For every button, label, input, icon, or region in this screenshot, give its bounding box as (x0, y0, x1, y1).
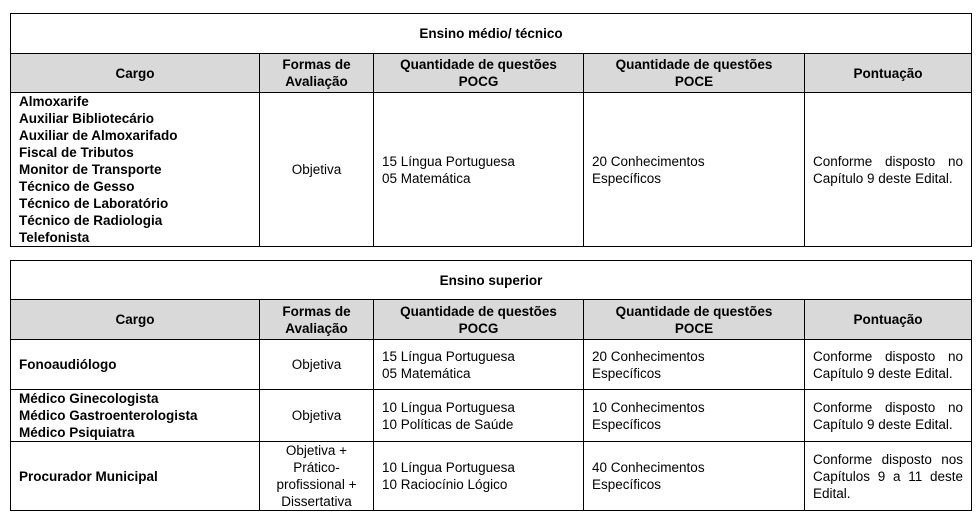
poce-cell (584, 390, 805, 442)
pocg-item: 05 Matemática (382, 170, 471, 186)
header-poce (584, 54, 805, 93)
header-line: Formas de (282, 57, 351, 72)
pontuacao-cell: Conforme disposto no Capítulo 9 deste Edital. (805, 390, 972, 442)
cargo-name: Monitor de Transporte (19, 162, 162, 177)
forma-avaliacao: Objetiva (291, 162, 342, 177)
header-poce (584, 300, 805, 340)
pontuacao-cell: Conforme disposto no Capítulo 9 deste Edital. (805, 340, 972, 390)
pocg-cell (374, 442, 584, 511)
header-line: Avaliação (285, 320, 348, 336)
header-pontuacao (805, 54, 972, 93)
header-cargo (11, 300, 260, 340)
poce-cell (584, 93, 805, 247)
table-row (11, 442, 972, 511)
cargo-name: Técnico de Laboratório (19, 196, 169, 211)
forma-avaliacao: Objetiva (291, 408, 342, 423)
header-line: Quantidade de questões (615, 57, 773, 72)
pocg-cell (374, 390, 584, 442)
pocg-item: 15 Língua Portuguesa (382, 153, 515, 169)
cargo-name: Técnico de Gesso (19, 179, 135, 194)
forma-avaliacao: Objetiva + (285, 443, 348, 458)
header-line: Quantidade de questões (615, 303, 773, 319)
forma-avaliacao: Prático- (293, 460, 340, 475)
poce-item: Específicos (592, 365, 662, 381)
pocg-item: 10 Raciocínio Lógico (382, 477, 508, 492)
pocg-cell (374, 93, 584, 247)
header-line: Pontuação (853, 312, 923, 327)
cargo-name: Médico Gastroenterologista (19, 408, 198, 423)
pontuacao-cell: Conforme disposto no Capítulo 9 deste Edital. (805, 93, 972, 247)
poce-item: 20 Conhecimentos (592, 153, 705, 169)
pocg-item: 05 Matemática (382, 365, 471, 381)
forma-avaliacao: Objetiva (291, 357, 342, 372)
cargo-cell (11, 442, 260, 511)
header-line: POCE (674, 74, 714, 89)
cargo-name: Procurador Municipal (19, 468, 158, 484)
cargo-name: Fonoaudiólogo (19, 357, 117, 372)
poce-cell (584, 442, 805, 511)
cargo-name: Auxiliar Bibliotecário (19, 111, 155, 126)
header-line: Quantidade de questões (400, 57, 557, 72)
formas-cell (260, 340, 374, 390)
cargo-name: Auxiliar de Almoxarifado (19, 128, 178, 143)
cargo-cell (11, 340, 260, 390)
table-header-row (11, 54, 972, 93)
table-row (11, 93, 972, 247)
poce-item: 10 Conhecimentos (592, 399, 705, 415)
header-pontuacao (805, 300, 972, 340)
cargo-name: Técnico de Radiologia (19, 213, 163, 228)
pocg-item: 15 Língua Portuguesa (382, 348, 515, 364)
formas-cell (260, 93, 374, 247)
cargo-cell (11, 390, 260, 442)
poce-item: Específicos (592, 416, 662, 432)
header-line: POCE (674, 320, 714, 336)
forma-avaliacao: Dissertativa (281, 494, 352, 509)
cargo-cell (11, 93, 260, 247)
header-line: Formas de (282, 303, 351, 319)
formas-cell (260, 390, 374, 442)
cargo-name: Telefonista (19, 230, 90, 245)
table-ensino-superior (10, 260, 972, 511)
table-title-row (11, 261, 972, 300)
poce-cell (584, 340, 805, 390)
header-line: Pontuação (853, 65, 923, 81)
header-line: Cargo (115, 65, 155, 81)
pontuacao-cell: Conforme disposto nos Capítulos 9 a 11 deste Edital. (805, 442, 972, 511)
cargo-name: Almoxarife (19, 94, 89, 109)
pocg-item: 10 Políticas de Saúde (382, 416, 514, 432)
pocg-item: 10 Língua Portuguesa (382, 460, 515, 475)
header-formas (260, 300, 374, 340)
table-row (11, 390, 972, 442)
forma-avaliacao: profissional + (276, 477, 357, 492)
poce-item: 40 Conhecimentos (592, 460, 705, 475)
cargo-name: Médico Ginecologista (19, 391, 159, 406)
header-line: Cargo (115, 312, 155, 327)
table-title: Ensino superior (11, 261, 972, 300)
header-line: Avaliação (285, 74, 348, 89)
cargo-name: Médico Psiquiatra (19, 425, 135, 440)
table-title: Ensino médio/ técnico (11, 14, 972, 54)
header-formas (260, 54, 374, 93)
poce-item: Específicos (592, 477, 662, 492)
header-line: POCG (458, 320, 499, 336)
header-pocg (374, 300, 584, 340)
header-line: POCG (458, 74, 499, 89)
formas-cell (260, 442, 374, 511)
table-header-row (11, 300, 972, 340)
poce-item: 20 Conhecimentos (592, 348, 705, 364)
header-pocg (374, 54, 584, 93)
header-line: Quantidade de questões (400, 303, 557, 319)
header-cargo (11, 54, 260, 93)
pocg-cell (374, 340, 584, 390)
table-ensino-medio-tecnico (10, 13, 972, 247)
table-row (11, 340, 972, 390)
pocg-item: 10 Língua Portuguesa (382, 399, 515, 415)
table-title-row (11, 14, 972, 54)
poce-item: Específicos (592, 170, 662, 186)
cargo-name: Fiscal de Tributos (19, 145, 134, 160)
